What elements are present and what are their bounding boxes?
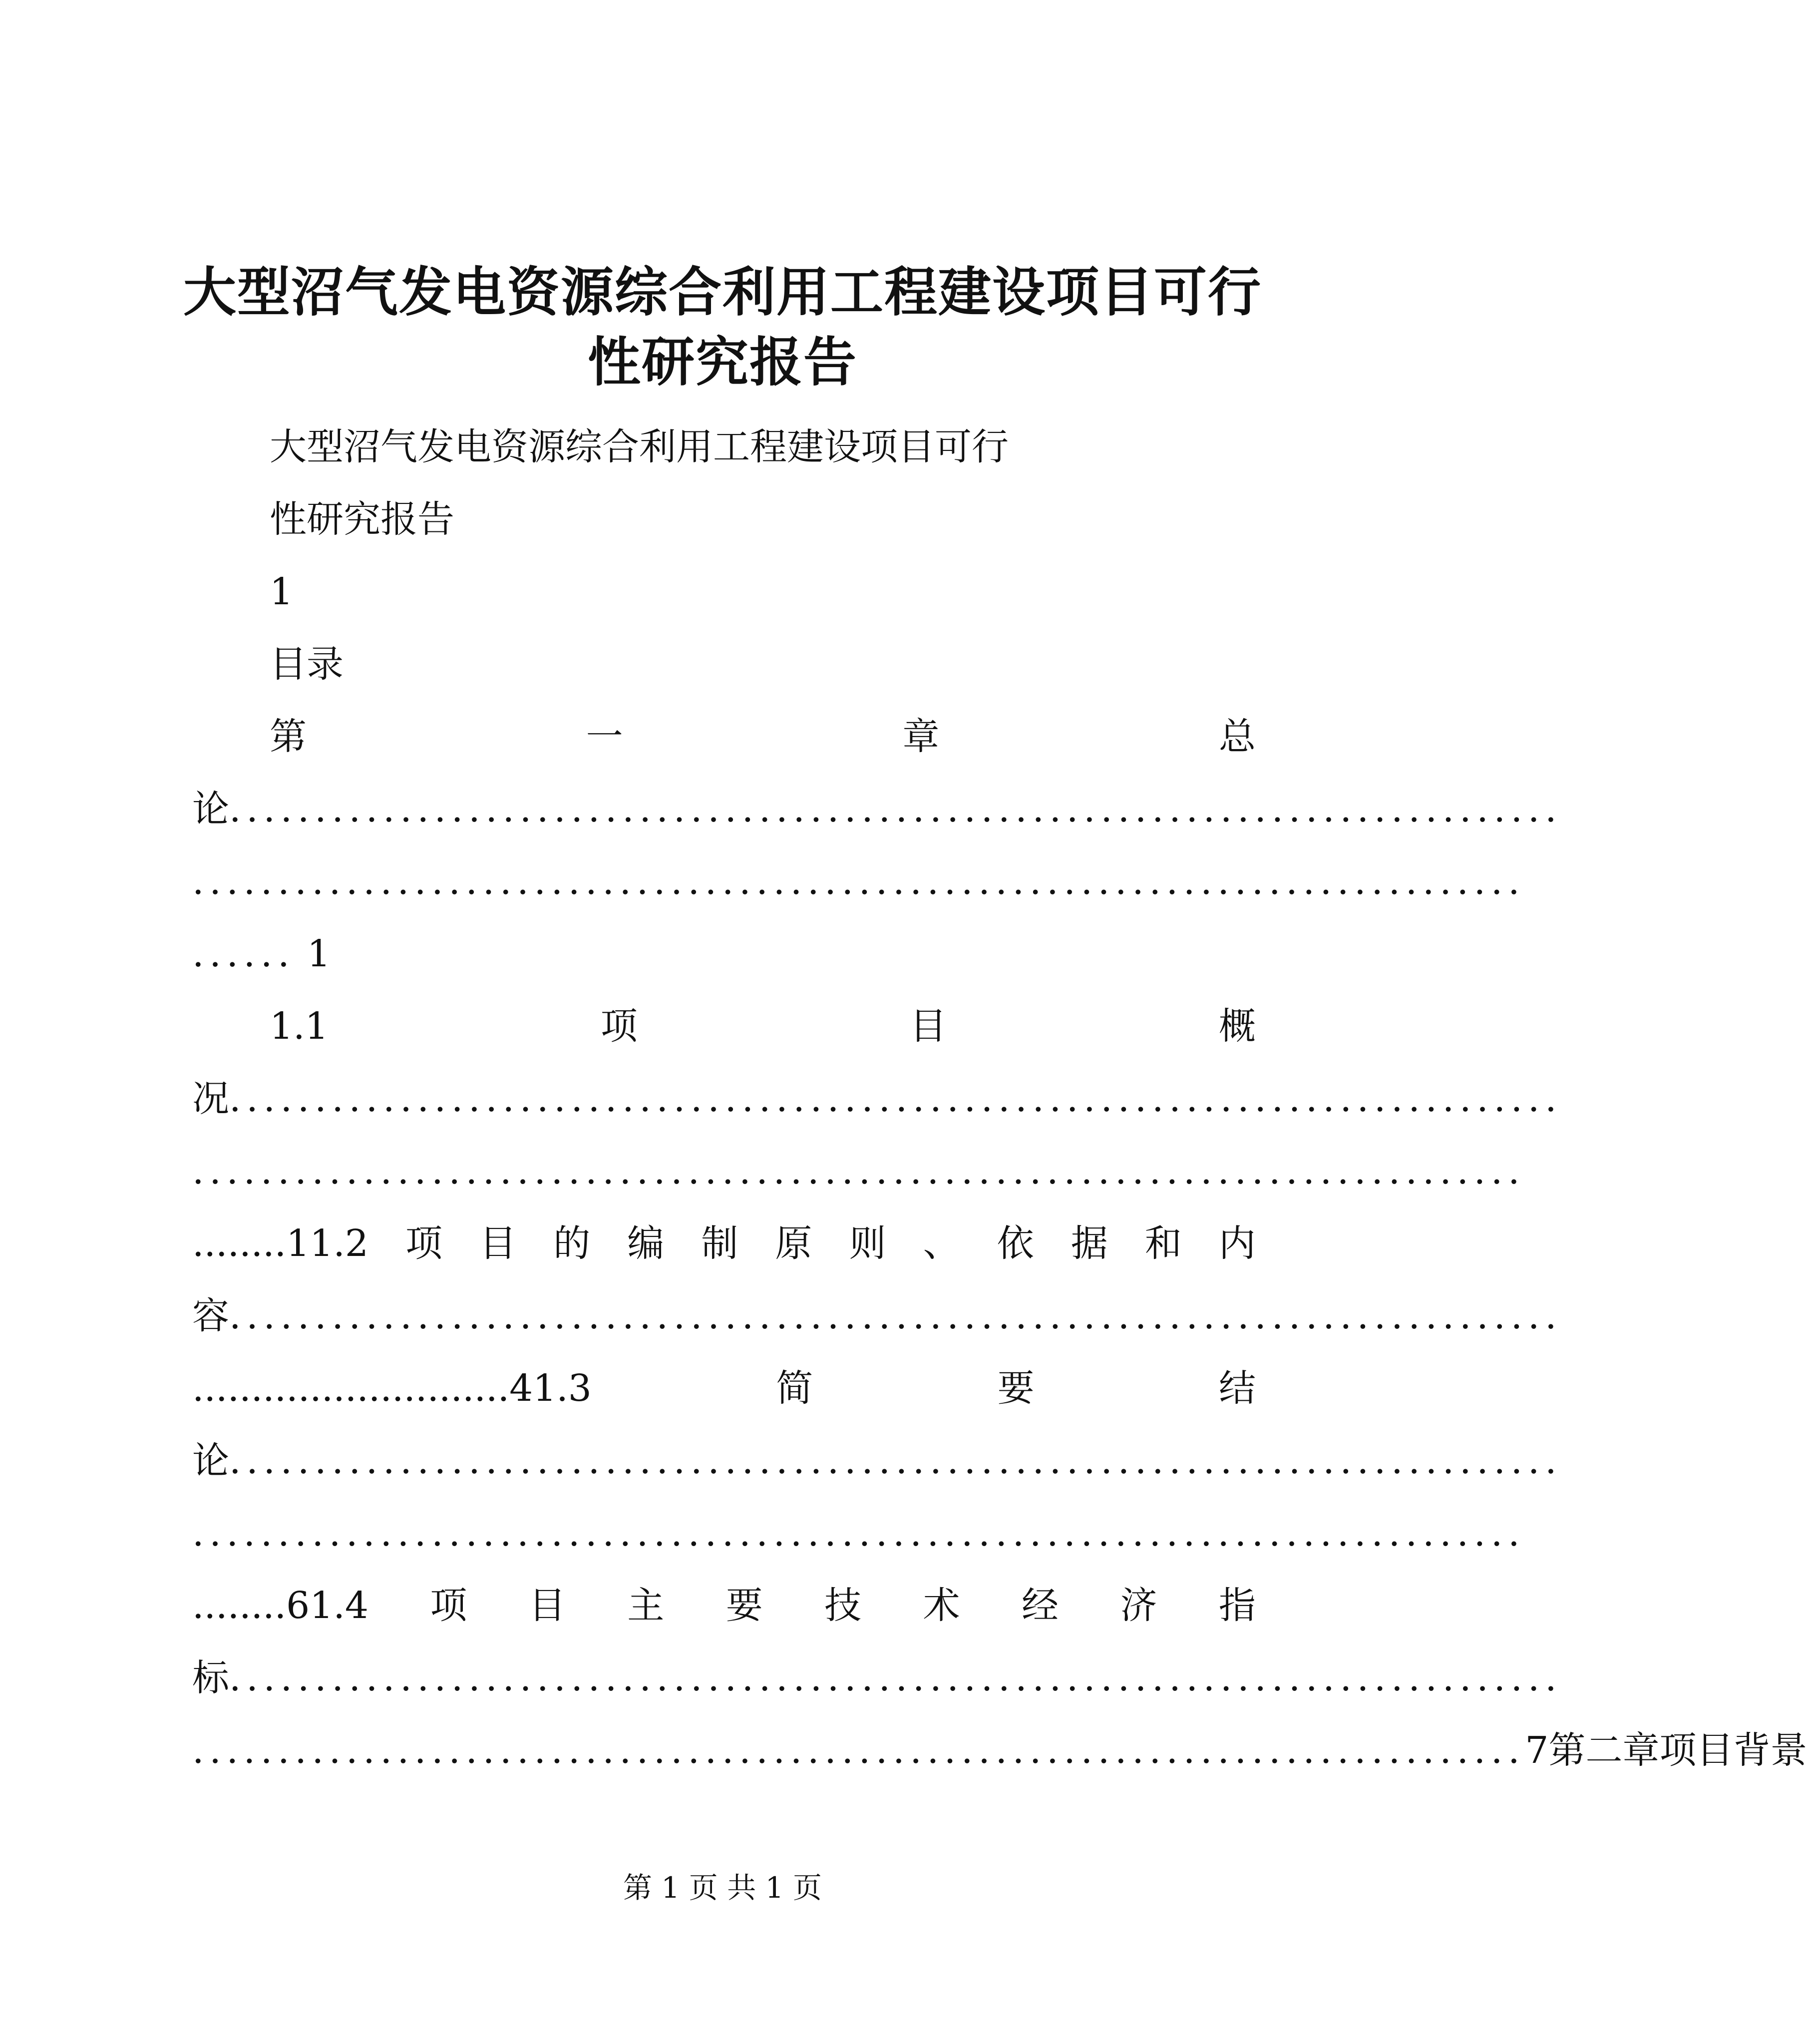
toc-word: 依 (997, 1222, 1034, 1265)
toc-word: 总 (1218, 715, 1256, 758)
toc-word: 、 (923, 1222, 960, 1265)
toc-word: 标 (192, 1656, 229, 1699)
toc-entry-section-1-2-line-2 (192, 1293, 1562, 1338)
dot-leader: .............................................................................. (229, 1439, 1562, 1482)
toc-entry-chapter-1-line-2 (192, 787, 1562, 831)
toc-word: 据 (1071, 1222, 1108, 1265)
document-title-line-2: 性研究报告 (588, 331, 857, 393)
toc-entry-tail: 7第二章项目背景 (1525, 1729, 1807, 1772)
dot-leader: .............................................................................. (229, 1656, 1562, 1699)
toc-word: 1.1 (270, 1005, 329, 1048)
dot-leader: .............................................................................. (192, 860, 1525, 903)
toc-entry-section-1-4-line-2 (192, 1655, 1562, 1700)
toc-word: 原 (775, 1222, 812, 1265)
page-marker: 1 (270, 570, 294, 613)
dot-leader: .............................................................................. (192, 1512, 1525, 1555)
toc-word: 编 (627, 1222, 665, 1265)
toc-word: 内 (1218, 1222, 1256, 1265)
toc-word: 第 (270, 715, 307, 758)
toc-word: 技 (824, 1584, 862, 1627)
dot-leader: .............................................................................. (229, 1294, 1562, 1337)
toc-word: 主 (627, 1584, 665, 1627)
toc-word: 项 (600, 1005, 638, 1048)
toc-entry-section-1-3-line-1 (192, 1366, 1256, 1411)
toc-word: 概 (1218, 1005, 1256, 1048)
dot-leader: .............................................................................. (192, 1150, 1525, 1193)
toc-entry-chapter-1-line-1 (270, 714, 1256, 759)
toc-word: 的 (553, 1222, 591, 1265)
toc-word: ........61.4 (192, 1584, 368, 1627)
toc-word: 和 (1144, 1222, 1182, 1265)
toc-heading: 目录 (270, 643, 344, 686)
dot-leader: .............................................................................. (229, 788, 1562, 830)
toc-word: ........11.2 (192, 1222, 368, 1265)
subtitle-line-2: 性研究报告 (270, 498, 454, 541)
toc-entry-section-1-1-line-2 (192, 1076, 1562, 1121)
dot-leader: .............................................................................. (192, 1729, 1525, 1772)
dot-leader: .............................................................................. (229, 1077, 1562, 1120)
toc-word: 结 (1219, 1367, 1256, 1410)
toc-word: 项 (405, 1222, 443, 1265)
toc-word: 指 (1218, 1584, 1256, 1627)
toc-entry-section-1-4-line-3 (192, 1728, 1807, 1773)
toc-word: 况 (192, 1077, 229, 1120)
page-footer: 第 1 页 共 1 页 (623, 1871, 822, 1905)
toc-entry-section-1-2-line-1 (192, 1221, 1256, 1266)
subtitle-line-1: 大型沼气发电资源综合利用工程建设项目可行 (270, 425, 1009, 468)
dot-leader: ...... (192, 932, 295, 975)
toc-word: ...........................41.3 (192, 1367, 592, 1410)
toc-word: 论 (192, 1439, 229, 1482)
toc-word: 目 (909, 1005, 947, 1048)
document-title-line-1: 大型沼气发电资源综合利用工程建设项目可行 (183, 261, 1262, 323)
toc-word: 一 (586, 715, 623, 758)
toc-word: 项 (430, 1584, 467, 1627)
toc-word: 论 (192, 788, 229, 830)
toc-word: 章 (902, 715, 940, 758)
toc-entry-chapter-1-line-4 (192, 931, 1286, 976)
toc-word: 术 (923, 1584, 960, 1627)
toc-word: 要 (997, 1367, 1035, 1410)
toc-word: 济 (1120, 1584, 1157, 1627)
toc-word: 制 (701, 1222, 738, 1265)
toc-entry-section-1-3-line-2 (192, 1438, 1562, 1483)
toc-word: 目 (528, 1584, 566, 1627)
toc-entry-section-1-1-line-1 (270, 1004, 1256, 1049)
toc-word: 要 (725, 1584, 763, 1627)
toc-word: 目 (479, 1222, 517, 1265)
toc-word: 简 (776, 1367, 813, 1410)
toc-page-number: 1 (307, 932, 331, 975)
toc-entry-section-1-4-line-1 (192, 1583, 1256, 1628)
toc-word: 经 (1022, 1584, 1059, 1627)
toc-word: 则 (849, 1222, 886, 1265)
toc-word: 容 (192, 1294, 229, 1337)
